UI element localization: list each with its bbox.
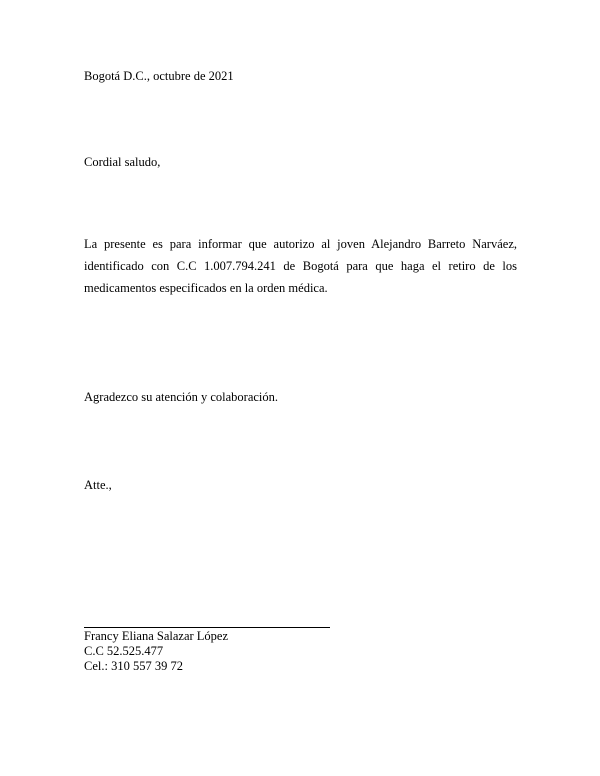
closing-line: Atte., <box>84 478 112 492</box>
date-line: Bogotá D.C., octubre de 2021 <box>84 69 234 83</box>
signer-id: C.C 52.525.477 <box>84 644 164 658</box>
signer-phone: Cel.: 310 557 39 72 <box>84 659 183 673</box>
greeting: Cordial saludo, <box>84 155 161 169</box>
thanks-line: Agradezco su atención y colaboración. <box>84 390 279 404</box>
body-paragraph: La presente es para informar que autorizo al joven Alejandro Barreto Narváez, identificado con C.C 1.007.794.241 de Bogotá para que haga el retiro de los medicamentos especificados en la orden médica. <box>84 237 517 295</box>
signer-block <box>84 629 228 674</box>
signer-name: Francy Eliana Salazar López <box>84 629 229 643</box>
signature-line <box>84 627 330 628</box>
